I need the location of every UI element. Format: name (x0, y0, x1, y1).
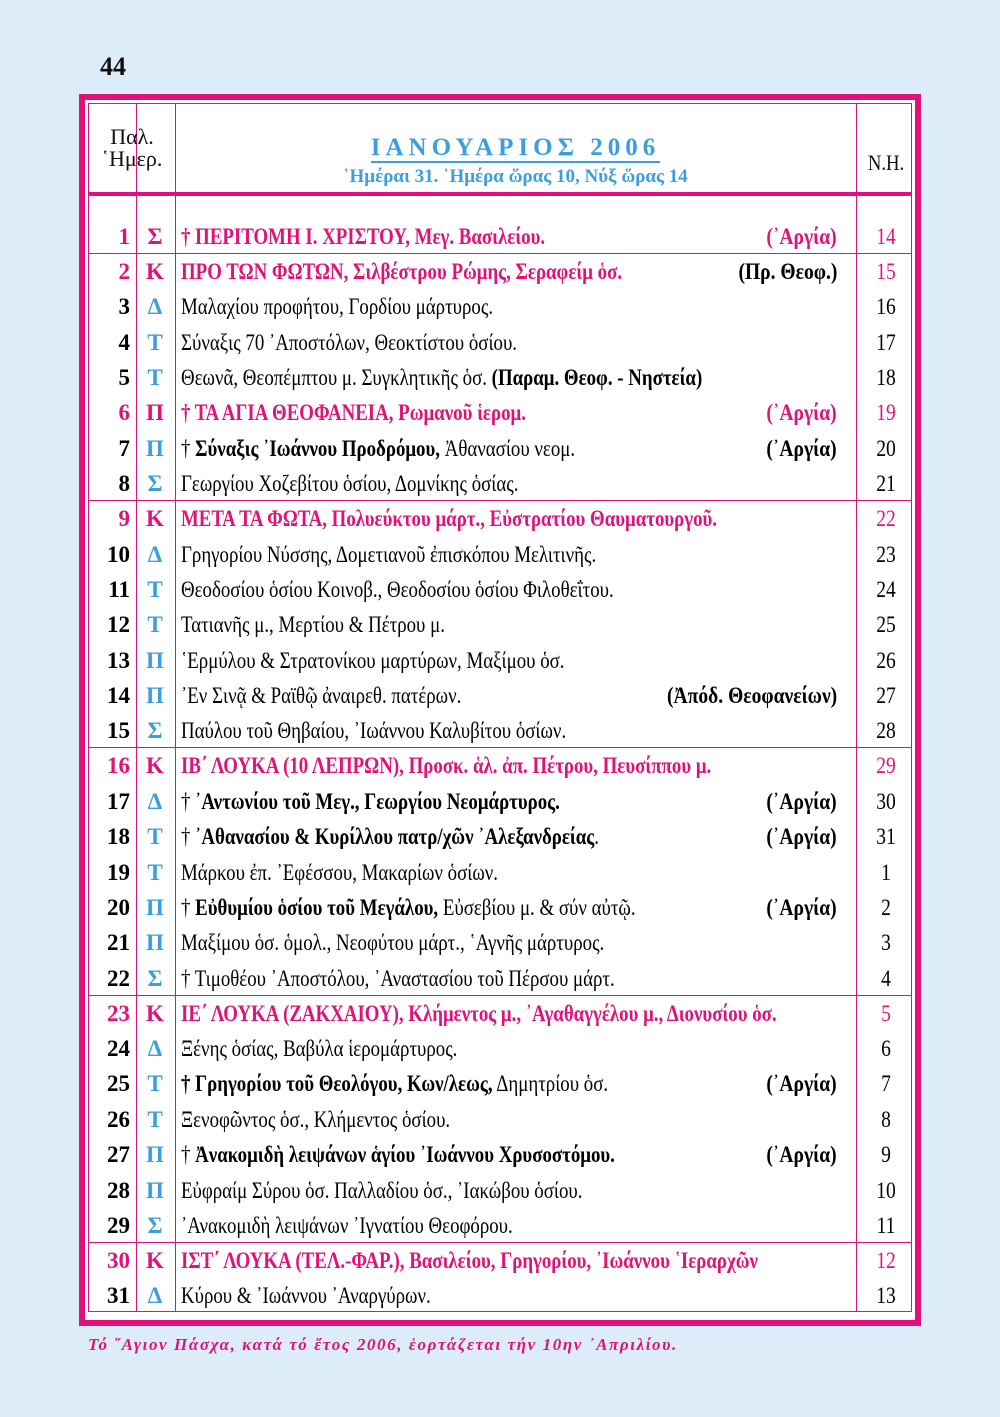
feast-text-segment: Μαξίμου ὁσ. ὁμολ., Νεοφύτου μάρτ., ῾Αγνῆς μάρτυρος. (181, 930, 605, 956)
feast-text (181, 961, 821, 996)
table-row (89, 500, 911, 536)
feast-text-segment: Τατιανῆς μ., Μερτίου & Πέτρου μ. (181, 612, 445, 638)
new-calendar-day: 15 (876, 258, 896, 284)
feast-text-segment: ᾿Αντωνίου τοῦ Μεγ., Γεωργίου Νεομάρτυρος. (195, 788, 560, 814)
new-calendar-day: 13 (876, 1283, 896, 1309)
feast-text (181, 1031, 821, 1066)
table-row (89, 1066, 911, 1101)
table-row (89, 360, 911, 395)
day-number: 29 (107, 1212, 130, 1238)
new-calendar-day: 24 (876, 576, 896, 602)
table-row (89, 253, 911, 289)
table-row (89, 1031, 911, 1066)
day-number: 19 (107, 859, 130, 885)
new-calendar-day: 23 (876, 541, 896, 567)
table-row (89, 925, 911, 960)
feast-text-segment: Ξένης ὁσίας, Βαβύλα ἱερομάρτυρος. (181, 1035, 458, 1061)
table-row (89, 289, 911, 324)
feast-text-segment: Μάρκου ἐπ. ᾿Εφέσσου, Μακαρίων ὁσίων. (181, 859, 498, 885)
day-number: 21 (107, 930, 130, 956)
feast-text-segment: Δημητρίου ὁσ. (492, 1071, 609, 1097)
day-number: 2 (118, 258, 130, 284)
table-row (89, 466, 911, 501)
feast-text-segment: (Παραμ. Θεοφ. - Νηστεία) (491, 365, 703, 391)
new-calendar-day: 5 (881, 1000, 891, 1026)
feast-text-segment: ΙΕ΄ ΛΟΥΚΑ (ΖΑΚΧΑΙΟΥ), Κλήμεντος μ., ᾿Αγαθαγγέλου μ., Διονυσίου ὁσ. (181, 1000, 777, 1026)
weekday-letter: Σ (147, 965, 163, 991)
feast-note: (᾿Αργία) (766, 824, 837, 850)
feast-text-segment: Σύναξις 70 ᾿Αποστόλων, Θεοκτίστου ὁσίου. (181, 329, 518, 355)
table-row (89, 784, 911, 819)
feast-text (181, 572, 821, 607)
feast-note: (᾿Αργία) (766, 1142, 837, 1168)
feast-text (181, 713, 821, 748)
feast-text-segment: Θεωνᾶ, Θεοπέμπτου μ. Συγκλητικῆς ὁσ. (181, 365, 492, 391)
weekday-letter: Τ (147, 612, 163, 638)
feast-text-segment: . (594, 824, 599, 850)
day-number: 6 (118, 400, 130, 426)
new-calendar-day: 11 (876, 1212, 896, 1238)
feast-text-segment: ᾿Ανακομιδὴ λειψάνων ᾿Ιγνατίου Θεοφόρου. (181, 1212, 513, 1238)
weekday-letter: Σ (147, 1212, 163, 1238)
new-calendar-day: 4 (881, 965, 891, 991)
feast-text (181, 289, 821, 324)
feast-text-segment: † (181, 824, 196, 850)
table-row (89, 1137, 911, 1172)
table-row (89, 431, 911, 466)
day-number: 28 (107, 1177, 130, 1203)
table-row (89, 961, 911, 996)
feast-text-segment: ῾Ερμύλου & Στρατονίκου μαρτύρων, Μαξίμου ὁσ. (181, 647, 565, 673)
feast-text (181, 890, 821, 925)
feast-text (181, 219, 821, 254)
feast-text-segment: ΙΣΤ΄ ΛΟΥΚΑ (ΤΕΛ.-ΦΑΡ.), Βασιλείου, Γρηγορίου, ᾿Ιωάννου ῾Ιεραρχῶν (181, 1247, 758, 1273)
table-row (89, 572, 911, 607)
feast-text (181, 325, 821, 360)
feast-text-segment: Ξενοφῶντος ὁσ., Κλήμεντος ὁσίου. (181, 1106, 451, 1132)
easter-note: Τό ῎Αγιον Πάσχα, κατά τό ἔτος 2006, ἑορτάζεται τήν 10ην ᾿Απριλίου. (88, 1335, 678, 1354)
feast-text (181, 784, 821, 819)
weekday-letter: Τ (147, 1106, 163, 1132)
weekday-letter: Δ (147, 294, 163, 320)
weekday-letter: Δ (147, 1035, 163, 1061)
day-number: 18 (107, 824, 130, 850)
day-number: 26 (107, 1106, 130, 1132)
feast-note: (Ἀπόδ. Θεοφανείων) (666, 683, 837, 709)
day-number: 16 (107, 753, 130, 779)
table-row (89, 890, 911, 925)
feast-note: (᾿Αργία) (766, 788, 837, 814)
table-row (89, 537, 911, 572)
feast-text (181, 501, 821, 536)
weekday-letter: Τ (147, 859, 163, 885)
month-title-text: ΙΑΝΟΥΑΡΙΟΣ 2006 (370, 134, 661, 161)
table-row (89, 395, 911, 430)
table-row (89, 678, 911, 713)
table-row (89, 1278, 911, 1313)
new-calendar-header: Ν.Η. (867, 150, 905, 175)
feast-text-segment: † (181, 1142, 196, 1168)
feast-text (181, 1173, 821, 1208)
feast-text (181, 537, 821, 572)
weekday-letter: Κ (146, 506, 164, 532)
feast-text (181, 254, 821, 289)
feast-text-segment: ΠΡΟ ΤΩΝ ΦΩΤΩΝ, Σιλβέστρου Ρώμης, Σεραφείμ ὁσ. (181, 258, 623, 284)
day-number: 9 (118, 506, 130, 532)
feast-text-segment: Εὐθυμίου ὁσίου τοῦ Μεγάλου, (195, 894, 439, 920)
new-calendar-day: 16 (876, 294, 896, 320)
weekday-letter: Κ (146, 258, 164, 284)
new-calendar-day: 14 (876, 224, 896, 249)
page-number: 44 (100, 52, 126, 81)
weekday-letter: Π (146, 400, 164, 426)
day-number: 20 (107, 894, 130, 920)
day-number: 3 (118, 294, 130, 320)
day-number: 25 (107, 1071, 130, 1097)
weekday-letter: Τ (147, 329, 163, 355)
feast-text-segment: Μαλαχίου προφήτου, Γορδίου μάρτυρος. (181, 294, 494, 320)
weekday-letter: Π (146, 1142, 164, 1168)
new-calendar-day: 1 (881, 859, 891, 885)
table-row (89, 713, 911, 748)
feast-text-segment: † ΤΑ ΑΓΙΑ ΘΕΟΦΑΝΕΙΑ, Ρωμανοῦ ἱερομ. (181, 400, 526, 426)
feast-text (181, 819, 821, 854)
new-calendar-day: 17 (876, 329, 896, 355)
day-number: 22 (107, 965, 130, 991)
new-calendar-day: 19 (876, 400, 896, 426)
table-row (89, 747, 911, 783)
feast-text-segment: Ἀθανασίου νεομ. (440, 435, 576, 461)
day-number: 27 (107, 1142, 130, 1168)
weekday-letter: Π (146, 1177, 164, 1203)
month-subtitle: ῾Ημέραι 31. ῾Ημέρα ὥρας 10, Νύξ ὥρας 14 (343, 166, 688, 187)
weekday-letter: Τ (147, 576, 163, 602)
new-calendar-day: 8 (881, 1106, 891, 1132)
calendar-frame (79, 94, 921, 1326)
day-number: 24 (107, 1035, 130, 1061)
feast-text (181, 925, 821, 960)
feast-text-segment: Γεωργίου Χοζεβίτου ὁσίου, Δομνίκης ὁσίας. (181, 471, 519, 497)
feast-text (181, 431, 821, 466)
day-rows (89, 219, 911, 1314)
feast-text (181, 1278, 821, 1313)
feast-text-segment: Θεοδοσίου ὁσίου Κοινοβ., Θεοδοσίου ὁσίου Φιλοθεΐτου. (181, 576, 614, 602)
feast-text-segment: † ΠΕΡΙΤΟΜΗ Ι. ΧΡΙΣΤΟΥ, Μεγ. Βασιλείου. (181, 224, 546, 249)
new-calendar-day: 18 (876, 365, 896, 391)
feast-text-segment: Γρηγορίου Νύσσης, Δομετιανοῦ ἐπισκόπου Μελιτινῆς. (181, 541, 597, 567)
weekday-letter: Τ (147, 1071, 163, 1097)
weekday-letter: Κ (146, 753, 164, 779)
day-number: 7 (118, 435, 130, 461)
table-row (89, 1208, 911, 1243)
feast-text-segment: Εὐφραίμ Σύρου ὁσ. Παλλαδίου ὁσ., ᾿Ιακώβου ὁσίου. (181, 1177, 583, 1203)
feast-text-segment: † (181, 788, 196, 814)
table-row (89, 1173, 911, 1208)
feast-text-segment: Εὐσεβίου μ. & σύν αὐτῷ. (438, 894, 636, 920)
feast-text-segment: ᾿Εν Σινᾷ & Ραϊθῷ ἀναιρεθ. πατέρων. (181, 683, 462, 709)
weekday-letter: Π (146, 647, 164, 673)
feast-text-segment: ΜΕΤΑ ΤΑ ΦΩΤΑ, Πολυεύκτου μάρτ., Εὐστρατίου Θαυματουργοῦ. (181, 506, 718, 532)
day-number: 14 (107, 683, 130, 709)
weekday-letter: Σ (147, 471, 163, 497)
weekday-letter: Σ (147, 224, 163, 249)
day-number: 4 (118, 329, 130, 355)
table-row (89, 855, 911, 890)
feast-text-segment: Κύρου & ᾿Ιωάννου ᾿Αναργύρων. (181, 1283, 431, 1309)
new-calendar-day: 22 (876, 506, 896, 532)
month-title (175, 134, 856, 162)
feast-text (181, 996, 821, 1031)
weekday-letter: Σ (147, 718, 163, 744)
feast-text (181, 1066, 821, 1101)
header-label: Παλ. (110, 124, 154, 149)
feast-text-segment: † (181, 435, 196, 461)
table-row (89, 607, 911, 642)
feast-text-segment: † Γρηγορίου τοῦ Θεολόγου, Κων/λεως, (181, 1071, 493, 1097)
feast-text (181, 607, 821, 642)
new-calendar-day: 10 (876, 1177, 896, 1203)
feast-note: (᾿Αργία) (766, 894, 837, 920)
table-row (89, 325, 911, 360)
weekday-letter: Τ (147, 824, 163, 850)
table-row (89, 219, 911, 254)
table-row (89, 1242, 911, 1278)
day-number: 13 (107, 647, 130, 673)
table-row (89, 1102, 911, 1137)
new-calendar-day: 27 (876, 683, 896, 709)
day-number: 10 (107, 541, 130, 567)
feast-text (181, 1102, 821, 1137)
new-calendar-day: 28 (876, 718, 896, 744)
new-calendar-day: 7 (881, 1071, 891, 1097)
feast-text (181, 1137, 821, 1172)
weekday-letter: Τ (147, 365, 163, 391)
feast-text-segment: † (181, 894, 196, 920)
feast-note: (᾿Αργία) (766, 435, 837, 461)
old-calendar-header (89, 126, 175, 170)
calendar-table (88, 103, 912, 1312)
new-calendar-day: 3 (881, 930, 891, 956)
day-number: 12 (107, 612, 130, 638)
new-calendar-day: 9 (881, 1142, 891, 1168)
feast-text (181, 643, 821, 678)
table-header (89, 104, 911, 196)
weekday-letter: Δ (147, 788, 163, 814)
day-number: 23 (107, 1000, 130, 1026)
feast-text (181, 395, 821, 430)
feast-note: (᾿Αργία) (766, 400, 837, 426)
new-calendar-day: 21 (876, 471, 896, 497)
day-number: 11 (108, 576, 130, 602)
weekday-letter: Π (146, 435, 164, 461)
day-number: 5 (118, 365, 130, 391)
weekday-letter: Δ (147, 1283, 163, 1309)
day-number: 8 (118, 471, 130, 497)
new-calendar-day: 2 (881, 894, 891, 920)
day-number: 17 (107, 788, 130, 814)
weekday-letter: Κ (146, 1000, 164, 1026)
new-calendar-day: 25 (876, 612, 896, 638)
feast-text-segment: Παύλου τοῦ Θηβαίου, ᾿Ιωάννου Καλυβίτου ὁσίων. (181, 718, 567, 744)
new-calendar-day: 30 (876, 788, 896, 814)
day-number: 15 (107, 718, 130, 744)
feast-text-segment: ΙΒ΄ ΛΟΥΚΑ (10 ΛΕΠΡΩΝ), Προσκ. ἁλ. ἀπ. Πέτρου, Πευσίππου μ. (181, 753, 712, 779)
new-calendar-day: 31 (876, 824, 896, 850)
feast-text-segment: ᾿Αθανασίου & Κυρίλλου πατρ/χῶν ᾿Αλεξανδρείας (195, 824, 595, 850)
table-row (89, 995, 911, 1031)
weekday-letter: Κ (146, 1247, 164, 1273)
table-row (89, 819, 911, 854)
feast-note: (᾿Αργία) (766, 224, 837, 249)
day-number: 31 (107, 1283, 130, 1309)
feast-text-segment: Ἀνακομιδὴ λειψάνων ἁγίου ᾿Ιωάννου Χρυσοστόμου. (195, 1142, 615, 1168)
feast-text (181, 1243, 821, 1278)
weekday-letter: Π (146, 930, 164, 956)
day-number: 30 (107, 1247, 130, 1273)
feast-text (181, 855, 821, 890)
new-calendar-day: 6 (881, 1035, 891, 1061)
header-label: ῾Ημερ. (101, 146, 163, 171)
feast-text (181, 360, 821, 395)
feast-text (181, 748, 821, 783)
new-calendar-day: 20 (876, 435, 896, 461)
feast-text (181, 466, 821, 501)
weekday-letter: Δ (147, 541, 163, 567)
feast-note: (᾿Αργία) (766, 1071, 837, 1097)
feast-text-segment: † Τιμοθέου ᾿Αποστόλου, ᾿Αναστασίου τοῦ Πέρσου μάρτ. (181, 965, 615, 991)
new-calendar-day: 12 (876, 1247, 896, 1273)
feast-note: (Πρ. Θεοφ.) (738, 258, 837, 284)
feast-text (181, 1208, 821, 1243)
day-number: 1 (118, 224, 130, 249)
weekday-letter: Π (146, 894, 164, 920)
new-calendar-day: 26 (876, 647, 896, 673)
table-row (89, 643, 911, 678)
feast-text-segment: Σύναξις ᾿Ιωάννου Προδρόμου, (195, 435, 441, 461)
new-calendar-day: 29 (876, 753, 896, 779)
weekday-letter: Π (146, 683, 164, 709)
